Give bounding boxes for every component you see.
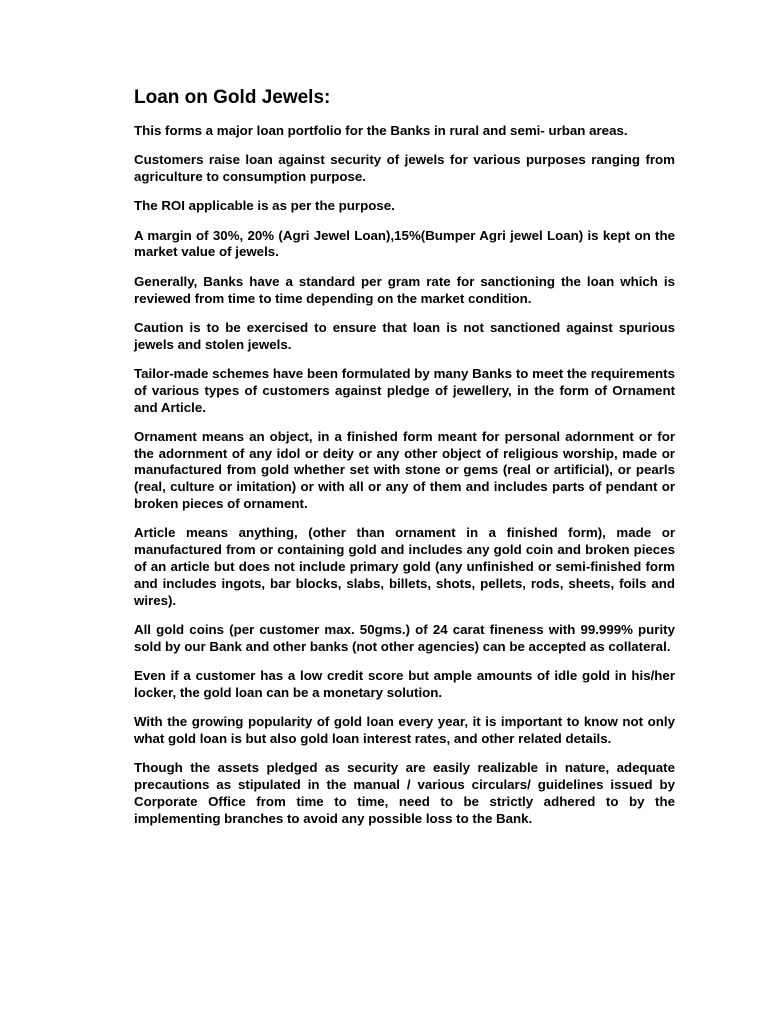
document-page [134, 86, 675, 840]
paragraph-schemes: Tailor-made schemes have been formulated by many Banks to meet the requirements of various types of customers against pledge of jewellery, in the form of Ornament and Article. [134, 365, 675, 415]
paragraph-precautions: Though the assets pledged as security are easily realizable in nature, adequate precautions as stipulated in the manual / various circulars/ guidelines issued by Corporate Office from time to time, need to be strictly adhered to by the implementing branches to avoid any possible loss to the Bank. [134, 760, 675, 826]
paragraph-gold-coins: All gold coins (per customer max. 50gms.) of 24 carat fineness with 99.999% purity sold by our Bank and other banks (not other agencies) can be accepted as collateral. [134, 621, 675, 654]
paragraph-credit-score: Even if a customer has a low credit score but ample amounts of idle gold in his/her locker, the gold loan can be a monetary solution. [134, 667, 675, 700]
paragraph-per-gram-rate: Generally, Banks have a standard per gram rate for sanctioning the loan which is reviewed from time to time depending on the market condition. [134, 273, 675, 306]
paragraph-ornament-definition: Ornament means an object, in a finished form meant for personal adornment or for the adornment of any idol or deity or any other object of religious worship, made or manufactured from gold whether set with stone or gems (real or artificial), or pearls (real, culture or imitation) or with all or any of them and includes parts of pendant or broken pieces of ornament. [134, 428, 675, 512]
document-title: Loan on Gold Jewels: [134, 87, 331, 108]
paragraph-caution: Caution is to be exercised to ensure that loan is not sanctioned against spurious jewels and stolen jewels. [134, 319, 675, 352]
paragraph-portfolio: This forms a major loan portfolio for the Banks in rural and semi- urban areas. [134, 123, 628, 138]
paragraph-purposes: Customers raise loan against security of jewels for various purposes ranging from agriculture to consumption purpose. [134, 152, 675, 185]
paragraph-popularity: With the growing popularity of gold loan every year, it is important to know not only what gold loan is but also gold loan interest rates, and other related details. [134, 714, 675, 746]
paragraph-margin: A margin of 30%, 20% (Agri Jewel Loan),15%(Bumper Agri jewel Loan) is kept on the market value of jewels. [134, 227, 675, 260]
paragraph-article-definition: Article means anything, (other than ornament in a finished form), made or manufactured from or containing gold and includes any gold coin and broken pieces of an article but does not include primary gold (any unfinished or semi-finished form and includes ingots, bar blocks, slabs, billets, shots, pellets, rods, sheets, foils and wires). [134, 525, 675, 608]
paragraph-roi: The ROI applicable is as per the purpose. [134, 198, 395, 214]
